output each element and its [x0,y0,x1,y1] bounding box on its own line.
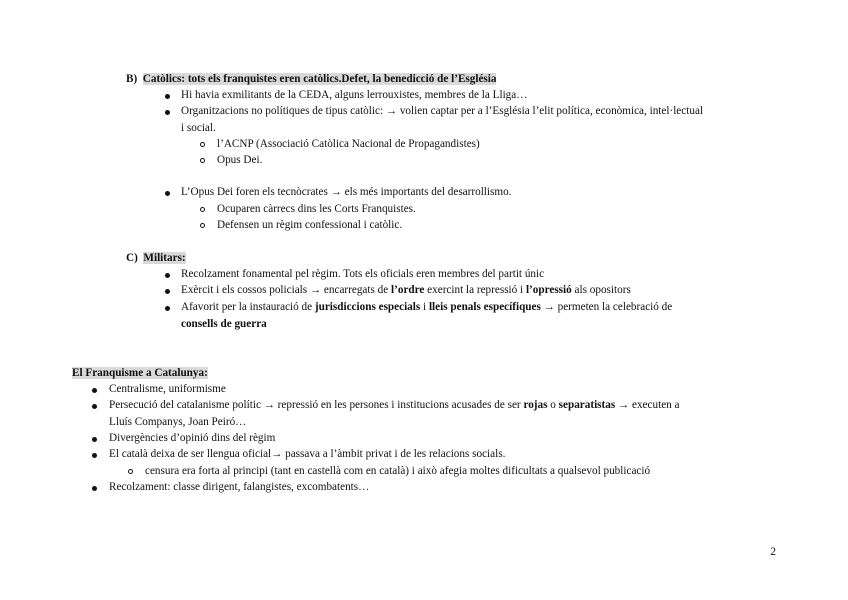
bullet-icon [92,486,97,491]
list-item-continuation: Lluís Companys, Joan Peiró… [109,416,247,428]
sub-bullet-icon [200,223,205,228]
list-item: Hi havia exmilitants de la CEDA, alguns lerrouxistes, membres de la Lliga… [181,89,528,101]
list-item: Persecució del catalanisme polític → repressió en les persones i institucions acusades de ser rojas o separatistas → executen a [109,399,680,411]
sub-bullet-icon [200,207,205,212]
bullet-icon [165,94,170,99]
list-item: Exèrcit i els cossos policials → encarregats de l’ordre exercint la repressió i l’opressió als opositors [181,284,631,296]
section-b-heading: B) Catòlics: tots els franquistes eren catòlics.Defet, la benedicció de l’Església [126,73,497,85]
sub-bullet-icon [200,142,205,147]
list-item: Centralisme, uniformisme [109,383,226,395]
list-item: El català deixa de ser llengua oficial→ passava a l’àmbit privat i de les relacions socials. [109,448,506,460]
list-item: Afavorit per la instauració de jurisdiccions especials i lleis penals específiques → permeten la celebració de [181,301,673,313]
sub-bullet-icon [128,469,133,474]
list-item: Organitzacions no polítiques de tipus catòlic: → volien captar per a l’Església l’elit política, econòmica, intel·lectual [181,105,704,117]
page-number: 2 [770,546,776,558]
list-item-continuation: consells de guerra [181,318,267,330]
bullet-icon [165,273,170,278]
bullet-icon [92,404,97,409]
section-c-title: Militars: [143,252,186,264]
sub-list-item: l’ACNP (Associació Catòlica Nacional de Propagandistes) [217,138,480,150]
section-c-heading: C) Militars: [126,252,186,264]
sub-bullet-icon [200,158,205,163]
catalunya-heading: El Franquisme a Catalunya: [72,367,208,379]
sub-list-item: censura era forta al principi (tant en castellà com en català) i això afegia moltes dificultats a qualsevol publicació [145,465,651,477]
list-item: Recolzament: classe dirigent, falangistes, excombatents… [109,481,370,493]
bullet-icon [92,453,97,458]
sub-list-item: Ocuparen càrrecs dins les Corts Franquistes. [217,203,416,215]
bullet-icon [165,191,170,196]
bullet-icon [92,388,97,393]
bullet-icon [165,306,170,311]
bullet-icon [92,437,97,442]
list-item-continuation: i social. [181,122,216,134]
list-item: Recolzament fonamental pel règim. Tots els oficials eren membres del partit únic [181,268,545,280]
list-item: L’Opus Dei foren els tecnòcrates → els més importants del desarrollismo. [181,186,512,198]
sub-list-item: Defensen un règim confessional i catòlic. [217,219,403,231]
list-item: Divergències d’opinió dins del règim [109,432,276,444]
section-b-title: Catòlics: tots els franquistes eren catòlics.Defet, la benedicció de l’Església [142,73,497,85]
sub-list-item: Opus Dei. [217,154,263,166]
bullet-icon [165,110,170,115]
bullet-icon [165,289,170,294]
